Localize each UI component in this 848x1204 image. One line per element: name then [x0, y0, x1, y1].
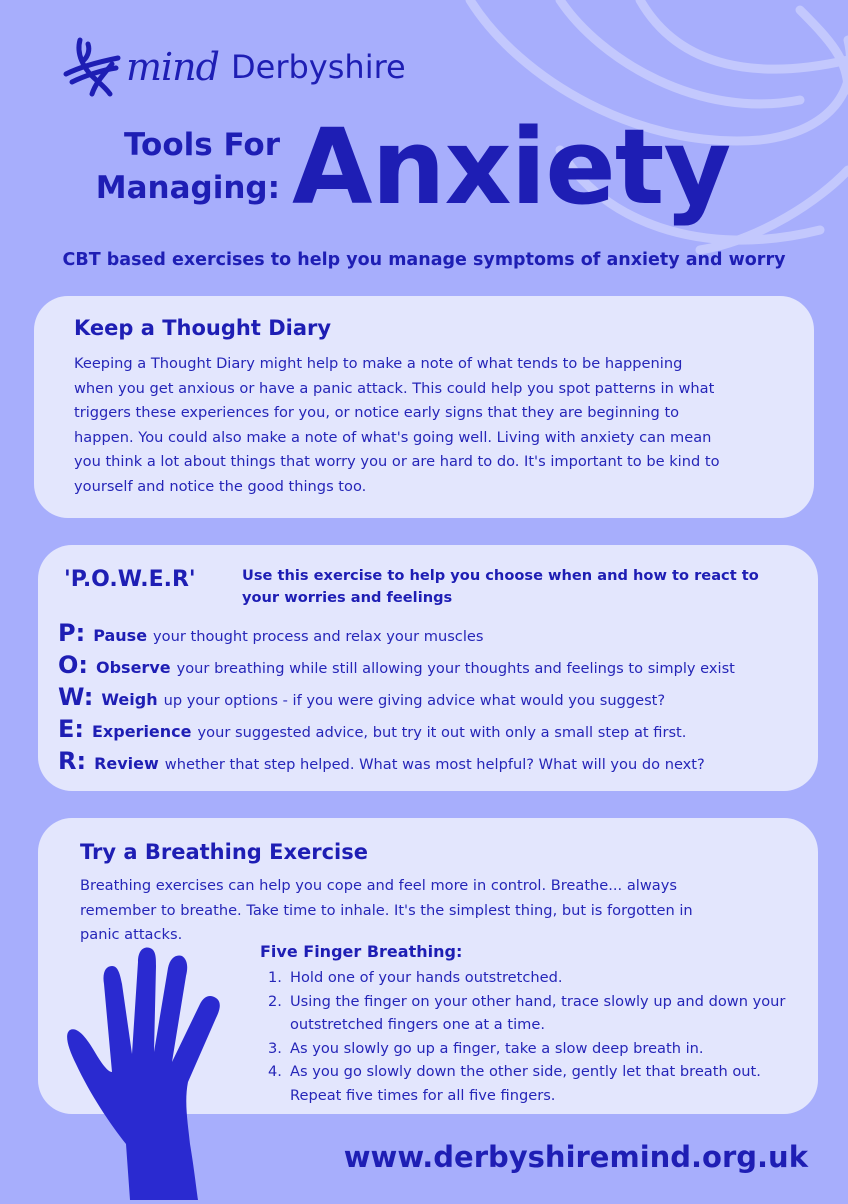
- step-number: 2.: [268, 992, 282, 1010]
- thought-diary-line: when you get anxious or have a panic attack. This could help you spot patterns in what: [74, 379, 715, 397]
- power-text: your suggested advice, but try it out with only a small step at first.: [197, 724, 687, 741]
- five-finger-title: Five Finger Breathing:: [260, 942, 463, 961]
- power-text: your breathing while still allowing your thoughts and feelings to simply exist: [176, 660, 735, 677]
- power-text: your thought process and relax your muscles: [153, 628, 484, 645]
- breathing-line: Breathing exercises can help you cope and feel more in control. Breathe... always: [80, 877, 677, 894]
- power-text: up your options - if you were giving advice what would you suggest?: [163, 692, 666, 709]
- step-text: As you go slowly down the other side, gently let that breath out. Repeat five times for all five fingers.: [290, 1063, 761, 1104]
- power-keyword: Weigh: [101, 690, 158, 709]
- power-item-pause: [58, 619, 483, 647]
- breathing-line: remember to breathe. Take time to inhale. It's the simplest thing, but is forgotten in: [80, 901, 693, 919]
- thought-diary-text: [74, 352, 794, 499]
- breathing-title: Try a Breathing Exercise: [80, 840, 368, 864]
- step-number: 3.: [268, 1039, 282, 1057]
- mind-derbyshire-logo: [58, 32, 406, 102]
- list-item: [268, 1060, 798, 1107]
- power-card: [38, 545, 818, 791]
- list-item: [268, 990, 798, 1037]
- tagline: CBT based exercises to help you manage symptoms of anxiety and worry: [62, 250, 786, 270]
- power-text: whether that step helped. What was most helpful? What will you do next?: [164, 756, 705, 773]
- thought-diary-card: [34, 296, 814, 518]
- thought-diary-line: you think a lot about things that worry you or are hard to do. It's important to be kind to: [74, 453, 720, 470]
- page-title: Anxiety: [292, 106, 731, 228]
- power-item-observe: [58, 651, 735, 679]
- heading-subtitle: [70, 124, 280, 210]
- power-keyword: Observe: [96, 658, 171, 677]
- step-number: 4.: [268, 1063, 282, 1080]
- power-letter: O:: [58, 651, 88, 679]
- power-item-experience: [58, 715, 686, 743]
- mind-logo-icon: [58, 34, 124, 100]
- power-keyword: Experience: [92, 722, 192, 741]
- breathing-line: panic attacks.: [80, 926, 183, 943]
- thought-diary-title: Keep a Thought Diary: [74, 316, 332, 340]
- step-text: Using the finger on your other hand, trace slowly up and down your outstretched fingers one at a time.: [290, 992, 786, 1033]
- power-title: 'P.O.W.E.R': [64, 567, 196, 592]
- power-description: Use this exercise to help you choose when and how to react to your worries and feelings: [242, 567, 759, 606]
- step-text: Hold one of your hands outstretched.: [290, 969, 563, 986]
- heading-line-2: Managing:: [95, 170, 280, 206]
- step-number: 1.: [268, 969, 282, 986]
- power-letter: R:: [58, 747, 87, 775]
- power-letter: P:: [58, 619, 86, 647]
- list-item: [268, 966, 798, 990]
- thought-diary-line: Keeping a Thought Diary might help to make a note of what tends to be happening: [74, 355, 683, 372]
- list-item: [268, 1037, 798, 1061]
- power-item-review: [58, 747, 705, 775]
- mind-wordmark: mind: [126, 45, 219, 89]
- power-keyword: Review: [94, 754, 159, 773]
- power-letter: E:: [58, 715, 84, 743]
- power-keyword: Pause: [93, 626, 148, 645]
- hand-illustration: [60, 944, 260, 1204]
- five-finger-steps: [268, 966, 798, 1107]
- power-letter: W:: [58, 683, 94, 711]
- step-text: As you slowly go up a finger, take a slow deep breath in.: [290, 1039, 704, 1057]
- power-item-weigh: [58, 683, 665, 711]
- heading-line-1: Tools For: [124, 127, 280, 163]
- website-link[interactable]: www.derbyshiremind.org.uk: [343, 1140, 808, 1174]
- region-name: Derbyshire: [231, 48, 406, 86]
- breathing-text: [80, 874, 800, 948]
- thought-diary-line: triggers these experiences for you, or notice early signs that they are beginning to: [74, 404, 680, 421]
- thought-diary-line: happen. You could also make a note of what's going well. Living with anxiety can mean: [74, 428, 712, 446]
- thought-diary-line: yourself and notice the good things too.: [74, 477, 367, 495]
